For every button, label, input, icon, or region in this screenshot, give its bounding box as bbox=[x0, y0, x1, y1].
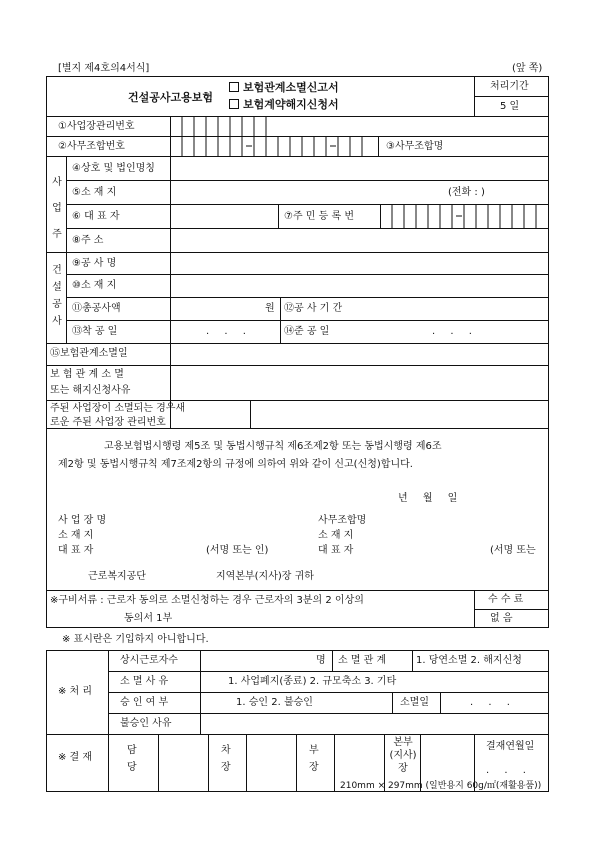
label-project-location: ⑩소 재 지 bbox=[72, 280, 117, 291]
unit-persons: 명 bbox=[316, 655, 326, 666]
approval-deputy: 차 장 bbox=[221, 745, 231, 773]
checkbox-cancel-report[interactable] bbox=[229, 82, 239, 92]
approval-branch-head: 본부 (지사) 장 bbox=[389, 737, 417, 774]
agency-name: 근로복지공단 bbox=[88, 571, 146, 582]
page-side: (앞 쪽) bbox=[512, 63, 543, 74]
label-workplace-representative: 대 표 자 bbox=[58, 545, 94, 556]
label-location: ⑤소 재 지 bbox=[72, 187, 117, 198]
form-title: 건설공사고용보험 bbox=[128, 91, 214, 104]
approval-date-label: 결재연월일 bbox=[486, 741, 535, 752]
statement-date[interactable]: 년 월 일 bbox=[398, 493, 464, 504]
form-number: [별지 제4호의4서식] bbox=[58, 63, 150, 74]
label-termination-date-2: 소멸일 bbox=[400, 697, 429, 708]
group-construction: 건설공사 bbox=[52, 265, 62, 327]
label-project-name: ⑨공 사 명 bbox=[72, 258, 117, 269]
paper-spec: 210mm × 297mm (일반용지 60g/㎡(재활용품)) bbox=[340, 781, 542, 791]
approval-staff: 담 당 bbox=[127, 745, 137, 773]
label-reason-line1: 보 험 관 계 소 멸 bbox=[50, 369, 124, 380]
label-disapproval-reason: 불승인 사유 bbox=[120, 718, 172, 729]
start-date-field[interactable]: . . . bbox=[206, 326, 252, 337]
label-assoc-representative: 대 표 자 bbox=[318, 545, 354, 556]
label-workplace-name: 사 업 장 명 bbox=[58, 515, 107, 526]
statement-line1: 고용보험법시행령 제5조 및 동법시행규칙 제6조제2항 또는 동법시행령 제6조 bbox=[104, 441, 442, 452]
processing-period-label: 처리기간 bbox=[490, 81, 529, 92]
approval-manager: 부 장 bbox=[309, 745, 319, 773]
label-company-name: ④상호 및 법인명칭 bbox=[72, 163, 155, 174]
approval-date-field[interactable]: . . . bbox=[486, 765, 532, 776]
label-association-name: ③사무조합명 bbox=[386, 141, 444, 152]
workplace-number-boxes[interactable] bbox=[170, 116, 380, 136]
statement-line2: 제2항 및 동법시행규칙 제7조제2항의 규정에 의하여 위와 같이 신고(신청)합니다. bbox=[58, 459, 413, 470]
option-cancel-report[interactable]: 보험관계소멸신고서 bbox=[229, 82, 339, 93]
label-new-main-line1: 주된 사업장이 소멸되는 경우새 bbox=[50, 403, 186, 414]
label-representative: ⑥ 대 표 자 bbox=[72, 211, 120, 222]
association-number-boxes[interactable] bbox=[170, 136, 380, 156]
label-completion-date: ⑭준 공 일 bbox=[284, 326, 330, 337]
label-resident-number: ⑦주 민 등 록 번 bbox=[284, 211, 354, 222]
termination-relation-options[interactable]: 1. 당연소멸 2. 해지신청 bbox=[416, 655, 522, 666]
processing-period-value: 5 일 bbox=[500, 101, 520, 112]
phone-field[interactable]: (전화 : ) bbox=[448, 187, 485, 198]
fee-value: 없 음 bbox=[490, 613, 513, 624]
label-assoc-name: 사무조합명 bbox=[318, 515, 367, 526]
option-termination-request[interactable]: 보험계약해지신청서 bbox=[229, 99, 339, 110]
processing-label: ※ 처 리 bbox=[58, 686, 93, 697]
approval-label: ※ 결 재 bbox=[58, 752, 93, 763]
termination-reason-options[interactable]: 1. 사업폐지(종료) 2. 규모축소 3. 기타 bbox=[228, 676, 397, 687]
label-start-date: ⑬착 공 일 bbox=[72, 326, 118, 337]
label-construction-period: ⑫공 사 기 간 bbox=[284, 303, 343, 314]
agency-branch: 지역본부(지사)장 귀하 bbox=[216, 571, 314, 582]
label-workplace-number: ①사업장관리번호 bbox=[58, 121, 135, 132]
label-regular-workers: 상시근로자수 bbox=[120, 655, 178, 666]
approval-status-options[interactable]: 1. 승인 2. 불승인 bbox=[236, 697, 313, 708]
attachments-line1: ※구비서류 : 근로자 동의로 소멸신청하는 경우 근로자의 3분의 2 이상의 bbox=[50, 595, 364, 606]
group-owner: 사업주 bbox=[52, 177, 62, 240]
attachments-line2: 동의서 1부 bbox=[124, 613, 173, 624]
label-address: ⑧주 소 bbox=[72, 235, 104, 246]
termination-date-field[interactable]: . . . bbox=[470, 697, 516, 708]
label-approval-status: 승 인 여 부 bbox=[120, 697, 169, 708]
completion-date-field[interactable]: . . . bbox=[432, 326, 478, 337]
label-termination-date: ⑮보험관계소멸일 bbox=[50, 348, 128, 359]
resident-number-boxes[interactable] bbox=[380, 204, 549, 228]
label-reason-line2: 또는 해지신청사유 bbox=[50, 385, 131, 396]
checkbox-termination-request[interactable] bbox=[229, 99, 239, 109]
label-workplace-location: 소 재 지 bbox=[58, 530, 94, 541]
unit-won: 원 bbox=[265, 303, 275, 314]
label-termination-reason: 소 멸 사 유 bbox=[120, 676, 169, 687]
label-termination-relation: 소 멸 관 계 bbox=[338, 655, 387, 666]
signature-right[interactable]: (서명 또는 bbox=[490, 545, 536, 556]
label-assoc-location: 소 재 지 bbox=[318, 530, 354, 541]
office-use-note: ※ 표시란은 기입하지 아니합니다. bbox=[62, 634, 209, 645]
label-total-cost: ⑪총공사액 bbox=[72, 303, 121, 314]
label-new-main-line2: 로운 주된 사업장 관리번호 bbox=[50, 417, 166, 428]
label-association-number: ②사무조합번호 bbox=[58, 141, 125, 152]
signature-left[interactable]: (서명 또는 인) bbox=[206, 545, 269, 556]
fee-label: 수 수 료 bbox=[488, 594, 524, 605]
